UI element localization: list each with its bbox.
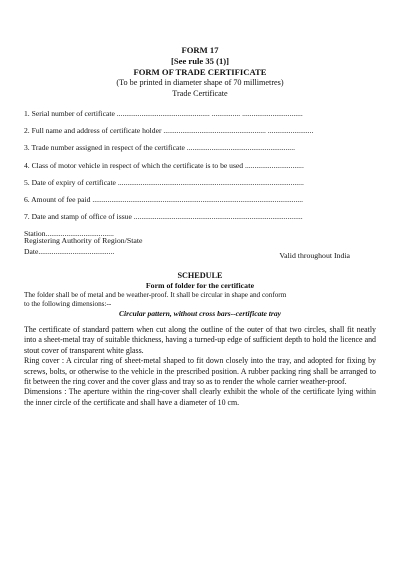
schedule-italic-caption: Circular pattern, without cross bars--certificate tray (118, 309, 281, 318)
rule-reference: [See rule 35 (1)] (171, 56, 229, 66)
trade-certificate-label: Trade Certificate (172, 89, 228, 98)
paragraph-certificate-tray: The certificate of standard pattern when cut along the outline of the outer of that two circles, shall fit neatly into a sheet-metal tray of suitable thickness, having a turned-up edge of sufficient depth to hold the licence and stout cover of transparent white glass. (24, 325, 376, 355)
schedule-body (24, 325, 376, 408)
field-station: Station.................................... (24, 229, 114, 239)
field-serial-number: 1. Serial number of certificate ................................................. ............... ................................ (24, 109, 303, 118)
field-trade-number: 3. Trade number assigned in respect of the certificate ......................................................... (24, 143, 296, 153)
registering-authority: Registering Authority of Region/State (24, 236, 143, 245)
paragraph-ring-cover: Ring cover : A circular ring of sheet-metal shaped to fit down closely into the tray, and adopted for fixing by screws, bolts, or otherwise to the vehicle in the prescribed position. A rubber packing ring shall be arranged to fit between the ring cover and the cover glass and tray so as to render the whole carrier weather-proof. (24, 356, 376, 387)
paragraph-dimensions: Dimensions : The aperture within the ring-cover shall clearly exhibit the whole of the certificate lying within the inner circle of the certificate and shall have a diameter of 10 cm. (24, 387, 376, 407)
form-number: FORM 17 (181, 45, 219, 55)
valid-throughout-india: Valid throughout India (279, 251, 350, 260)
field-issue-date-stamp: 7. Date and stamp of office of issue ......................................................................................... (24, 212, 303, 222)
field-holder-name-address: 2. Full name and address of certificate holder ...................................................... ........................ (24, 126, 314, 136)
schedule-line-1: The folder shall be of metal and be weather-proof. It shall be circular in shape and conform (24, 291, 287, 299)
schedule-line-2: to the following dimensions:-- (24, 300, 112, 308)
schedule-heading: SCHEDULE (177, 271, 223, 280)
form-title: FORM OF TRADE CERTIFICATE (133, 67, 267, 77)
field-date: Date........................................ (24, 246, 115, 256)
form-subtitle: (To be printed in diameter shape of 70 millimetres) (116, 78, 284, 87)
field-fee-paid: 6. Amount of fee paid ............................................................................................................... (24, 194, 304, 204)
schedule-subheading: Form of folder for the certificate (145, 281, 255, 290)
field-expiry-date: 5. Date of expiry of certificate .................................................................................................. (24, 177, 304, 187)
field-vehicle-class: 4. Class of motor vehicle in respect of which the certificate is to be used ............................... (24, 160, 304, 170)
